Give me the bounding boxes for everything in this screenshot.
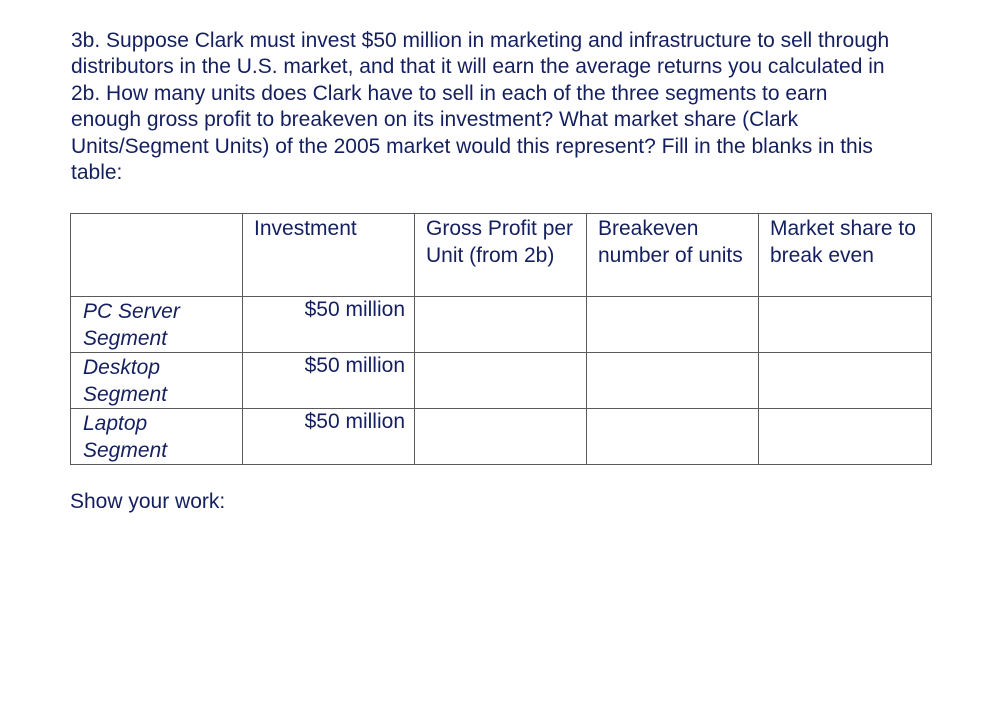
table-row bbox=[71, 409, 932, 465]
segment-label: Laptop Segment bbox=[71, 409, 243, 465]
header-breakeven: Breakeven number of units bbox=[587, 214, 759, 297]
segment-label: Desktop Segment bbox=[71, 353, 243, 409]
breakeven-blank-cell[interactable] bbox=[587, 297, 759, 353]
segment-label: PC Server Segment bbox=[71, 297, 243, 353]
question-text bbox=[71, 28, 991, 186]
question-line: 3b. Suppose Clark must invest $50 million in marketing and infrastructure to sell through bbox=[71, 29, 890, 52]
table-header-row bbox=[71, 214, 932, 297]
market-share-blank-cell[interactable] bbox=[759, 409, 932, 465]
question-line: distributors in the U.S. market, and that it will earn the average returns you calculated in bbox=[71, 55, 885, 79]
header-segment bbox=[71, 214, 243, 297]
breakeven-blank-cell[interactable] bbox=[587, 409, 759, 465]
investment-cell: $50 million bbox=[243, 353, 415, 409]
investment-cell: $50 million bbox=[243, 297, 415, 353]
show-work-label: Show your work: bbox=[70, 490, 226, 513]
question-line: Units/Segment Units) of the 2005 market would this represent? Fill in the blanks in this bbox=[71, 134, 873, 158]
header-market-share: Market share to break even bbox=[759, 214, 932, 297]
header-gross-profit: Gross Profit per Unit (from 2b) bbox=[415, 214, 587, 297]
gross-profit-blank-cell[interactable] bbox=[415, 409, 587, 465]
header-investment: Investment bbox=[243, 214, 415, 297]
question-line: 2b. How many units does Clark have to sell in each of the three segments to earn bbox=[71, 81, 828, 105]
gross-profit-blank-cell[interactable] bbox=[415, 353, 587, 409]
table-row bbox=[71, 353, 932, 409]
market-share-blank-cell[interactable] bbox=[759, 297, 932, 353]
breakeven-table-container bbox=[70, 213, 932, 465]
question-line: table: bbox=[71, 161, 123, 185]
breakeven-table bbox=[70, 213, 932, 465]
investment-cell: $50 million bbox=[243, 409, 415, 465]
table-row bbox=[71, 297, 932, 353]
market-share-blank-cell[interactable] bbox=[759, 353, 932, 409]
breakeven-blank-cell[interactable] bbox=[587, 353, 759, 409]
question-line: enough gross profit to breakeven on its investment? What market share (Clark bbox=[71, 108, 799, 132]
gross-profit-blank-cell[interactable] bbox=[415, 297, 587, 353]
